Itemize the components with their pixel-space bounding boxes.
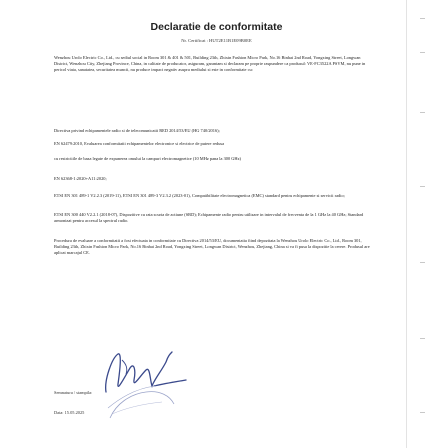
signature-date: Data: 15.05.2025 bbox=[54, 410, 85, 415]
document-title: Declaratie de conformitate bbox=[150, 21, 283, 33]
paragraph-standard-62368: EN 62368-1:2020+A11:2020; bbox=[54, 176, 107, 181]
binder-mark bbox=[420, 18, 425, 19]
binder-mark bbox=[420, 412, 425, 413]
page-edge bbox=[406, 0, 407, 448]
binder-mark bbox=[420, 112, 425, 113]
paragraph-directive: Directiva privind echipamentele radio si de telecomunicatii RED 2014/53/EU (HG 740/2016); bbox=[54, 128, 220, 133]
paragraph-emc: ETSI EN 301 489-1 V2.2.3 (2019-11), ETSI EN 301 489-3 V2.3.2 (2023-01), Compatibilitate electromagnetica (EMC) standard pentru echipamente si servicii radio; bbox=[54, 193, 345, 198]
binder-mark bbox=[420, 262, 425, 263]
paragraph-exposure: cu restrictiile de baza legate de expunerea omului la campuri electromagnetice (10 MHz pana la 300 GHz) bbox=[54, 156, 242, 161]
paragraph-standard-62479: EN 62479:2010, Evaluarea conformitatii echipamentelor electronice si electrice de putere redusa bbox=[54, 141, 225, 146]
paragraph-srd: ETSI EN 300 440 V2.2.1 (2018-07), Dispozitive cu rata scurta de actiune (SRD); Echipamente radio pentru utilizare in intervalul de frecventa de la 1 GHz la 40 GHz; Standard armonizat pentru accesul la spectrul radio. bbox=[54, 212, 364, 224]
paragraph-intro: Wenzhou Urolo Electric Co., Ltd., cu sediul social in Room 301 & 401 & 501, Building 23th, Zhixin Fashion Micro Park, No.16 Binhai 2nd Road, Yongxing Street, Longwan District, Wenzhou City, Zhejiang Province, China, in calitate de producator, asiguram, garantam si declaram pe proprie raspundere ca produsul: VE-FC3522A PSVM, nu pune in pericol viata, sanatatea, securitatea muncii, nu produce impact negativ asupra mediului si este in conformitate cu: bbox=[54, 55, 366, 73]
certificate-number: Nr. Certificat : HUT2E11B1E09B0EE bbox=[181, 38, 252, 43]
paragraph-procedure: Procedura de evaluare a conformitatii a fost efectuata in conformitate cu Directiva 2014/53/EU, documentatia fiind depozitata la Wenzhou Urolo Electric Co., Ltd., Room 301, Building 23th, Zhixin Fashion Micro Park, No.16 Binhai 2nd Road, Yongxing Street, Longwan District, Wenzhou, Zhejiang, China si va fi pusa la dispozitie la cerere. Produsul are aplicat marcajul CE. bbox=[54, 238, 370, 256]
binder-mark bbox=[420, 52, 425, 53]
binder-mark bbox=[420, 186, 425, 187]
binder-mark bbox=[420, 338, 425, 339]
signature-caption: Semnatura / stampila: bbox=[54, 390, 93, 395]
